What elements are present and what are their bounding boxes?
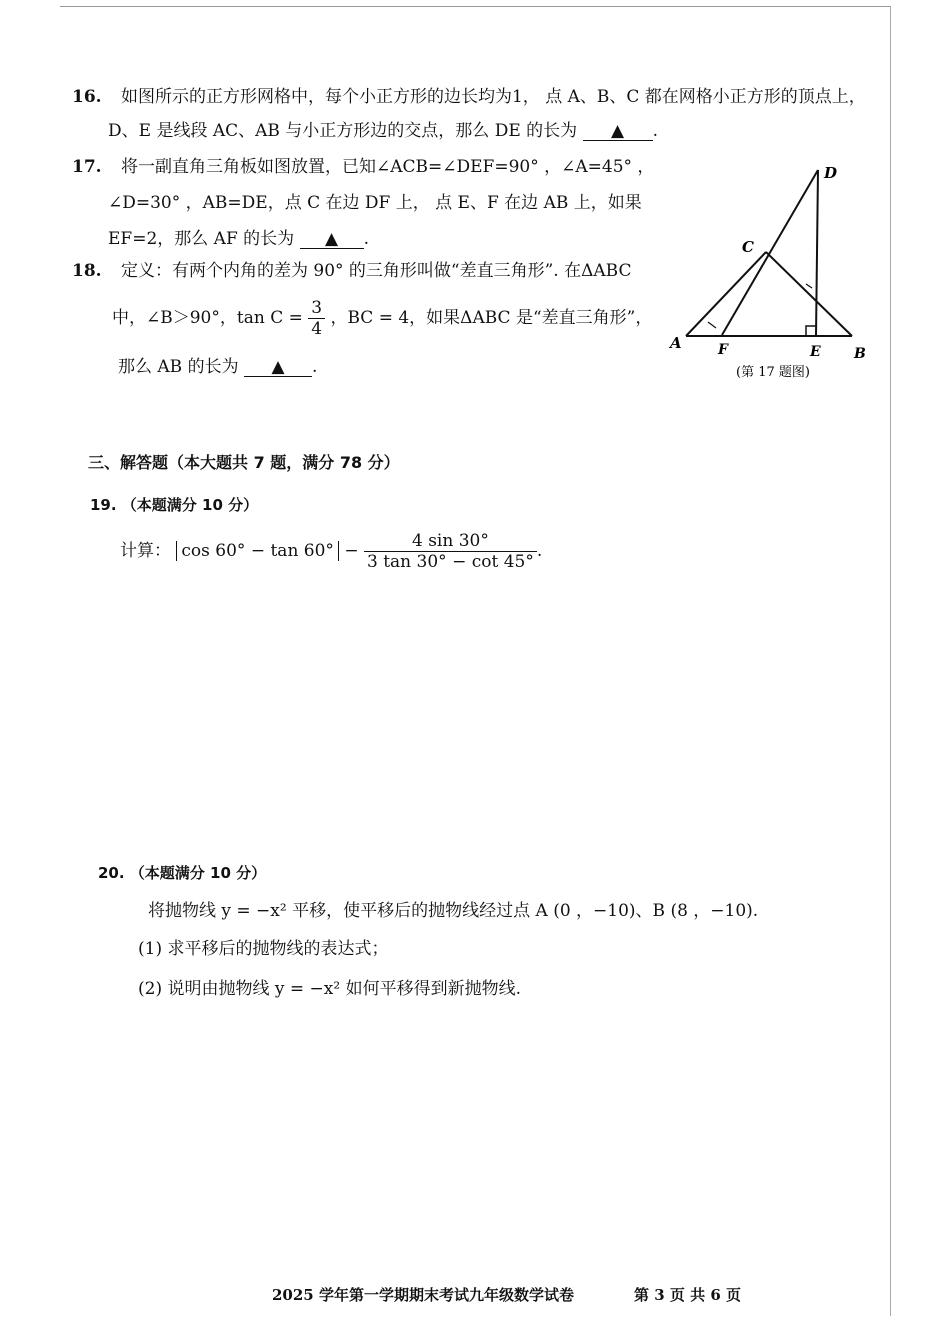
q17-text2: ∠D=30° ，AB=DE，点 C 在边 DF 上， 点 E、F 在边 AB 上，如果 (108, 193, 642, 213)
fig17-angle-mark-c (806, 284, 812, 288)
q17-answer-blank (300, 230, 364, 249)
q16-number: 16. (72, 87, 102, 107)
fig17-label-d: D (824, 164, 838, 182)
fig17-label-a: A (670, 334, 682, 352)
q19-title: 19. （本题满分 10 分） (90, 496, 259, 514)
q19-absolute-value (176, 541, 339, 561)
fig17-label-b: B (854, 346, 866, 362)
figure-17 (660, 160, 880, 390)
q17-number: 17. (72, 157, 102, 177)
q18-answer-blank (244, 358, 312, 377)
page-edge-top (60, 6, 890, 7)
q17-end: . (363, 229, 369, 249)
q16-line2 (108, 120, 658, 142)
q17-line1 (72, 156, 654, 178)
q19-expression (120, 526, 542, 576)
footer-exam-title: 2025 学年第一学期期末考试九年级数学试卷 (272, 1286, 574, 1304)
q18-frac-num: 3 (308, 298, 325, 319)
q16-text2: D、E 是线段 AC、AB 与小正方形边的交点，那么 DE 的长为 (108, 121, 578, 141)
q18-text2b: ，BC = 4，如果ΔABC 是“差直三角形”， (330, 308, 653, 328)
q16-blank-triangle: ▲ (611, 121, 625, 141)
section-3-title: 三、解答题（本大题共 7 题，满分 78 分） (88, 453, 400, 472)
q16-end: . (652, 121, 658, 141)
q16-text1: 如图所示的正方形网格中，每个小正方形的边长均为1， 点 A、B、C 都在网格小正方形的顶点上， (120, 87, 866, 107)
q18-text3: 那么 AB 的长为 (118, 357, 239, 377)
q18-blank-triangle: ▲ (271, 357, 285, 377)
q18-text2a: 中，∠B＞90°，tan C = (112, 308, 303, 328)
q17-line3 (108, 228, 369, 250)
fig17-label-f: F (718, 342, 728, 358)
q17-blank-triangle: ▲ (325, 229, 339, 249)
q20-line1: 将抛物线 y = −x² 平移，使平移后的抛物线经过点 A (0 ，−10)、B (8 ，−10). (148, 901, 759, 921)
q16-answer-blank (583, 122, 653, 141)
fig17-line-fd (722, 170, 818, 335)
q17-text1: 将一副直角三角板如图放置，已知∠ACB=∠DEF=90° ，∠A=45° ， (120, 157, 655, 177)
q19-prefix: 计算： (120, 541, 171, 561)
q18-fraction (308, 298, 325, 339)
q20-title: 20. （本题满分 10 分） (98, 864, 267, 882)
q17-text3: EF=2，那么 AF 的长为 (108, 229, 295, 249)
fig17-line-ac (686, 252, 766, 336)
page-edge-right (890, 6, 891, 1316)
q17-line2 (108, 192, 642, 214)
fig17-angle-mark-a (708, 322, 716, 328)
q18-line1 (72, 260, 631, 282)
q19-abs-text: cos 60° − tan 60° (181, 541, 334, 561)
fig17-line-cb (766, 252, 852, 336)
q18-text1: 定义：有两个内角的差为 90° 的三角形叫做“差直三角形”. 在ΔABC (120, 261, 632, 281)
q18-line3 (118, 356, 317, 378)
q18-number: 18. (72, 261, 102, 281)
q19-frac-num: 4 sin 30° (364, 531, 537, 552)
q19-minus: − (344, 541, 359, 561)
q19-fraction (364, 531, 537, 572)
q18-line2 (112, 296, 652, 340)
fig17-right-angle-e (806, 326, 816, 336)
footer-page-number: 第 3 页 共 6 页 (634, 1286, 741, 1304)
fig17-line-de (816, 170, 818, 336)
q19-frac-den: 3 tan 30° − cot 45° (367, 552, 534, 572)
q20-part2: (2) 说明由抛物线 y = −x² 如何平移得到新抛物线. (138, 979, 521, 999)
q20-part1: (1) 求平移后的抛物线的表达式； (138, 939, 389, 959)
fig17-caption: (第 17 题图) (736, 365, 810, 380)
fig17-label-c: C (742, 238, 754, 256)
q16-line1 (72, 86, 866, 108)
q19-end: . (536, 541, 543, 561)
fig17-label-e: E (810, 344, 821, 360)
q18-end: . (311, 357, 318, 377)
q18-frac-den: 4 (311, 319, 323, 339)
